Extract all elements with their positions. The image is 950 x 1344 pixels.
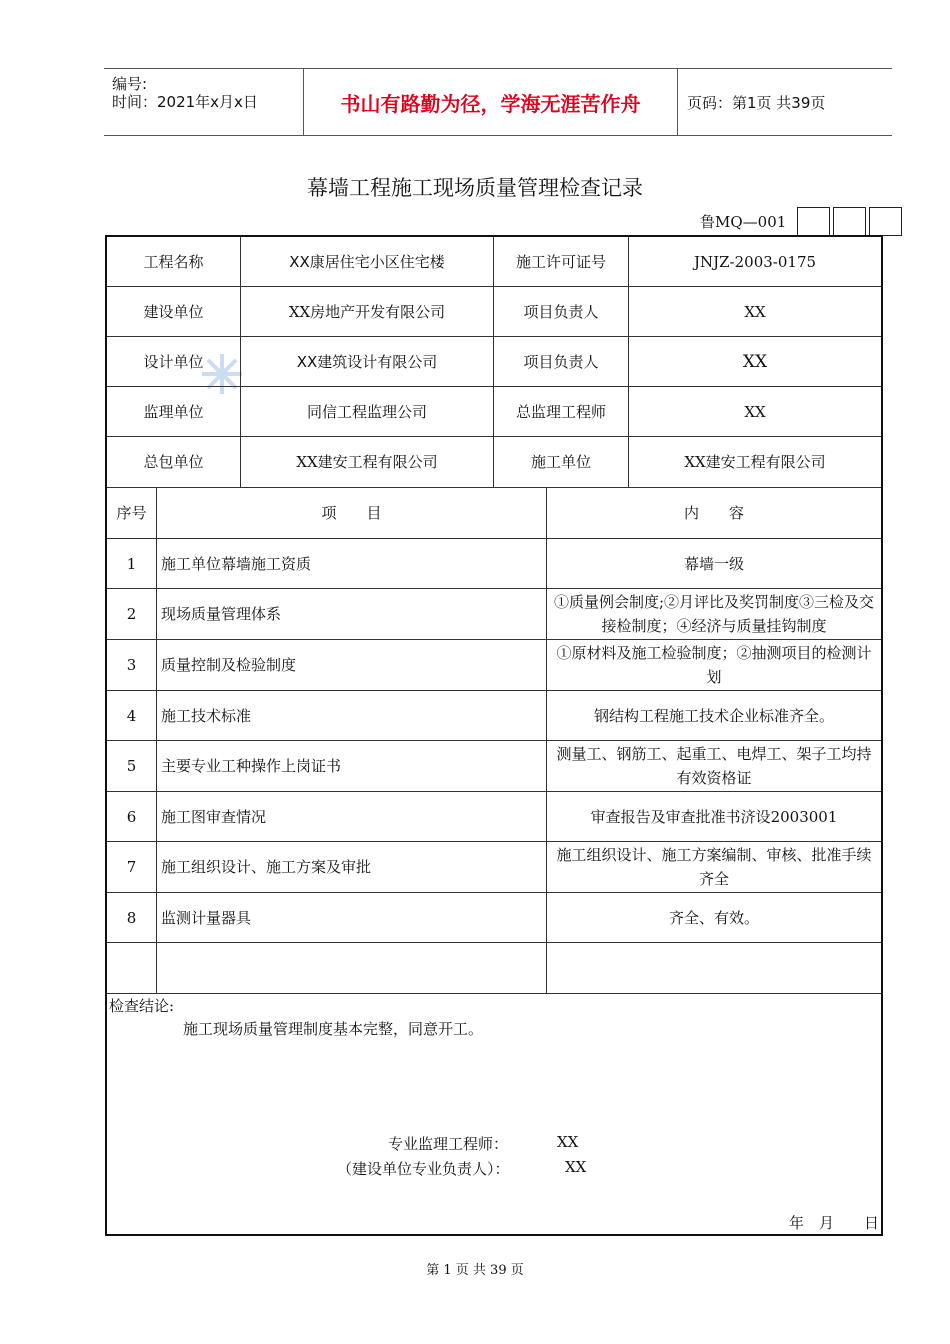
item-content: 测量工、钢筋工、起重工、电焊工、架子工均持有效资格证 — [547, 741, 881, 792]
signer1-value: XX — [557, 1133, 579, 1151]
item-no: 8 — [107, 893, 157, 943]
item-name: 主要专业工种操作上岗证书 — [157, 741, 547, 792]
item-content: ①原材料及施工检验制度；②抽测项目的检测计划 — [547, 640, 881, 691]
code-box[interactable] — [833, 207, 866, 236]
motto: 书山有路勤为径，学海无涯苦作舟 — [340, 91, 641, 116]
info-label: 项目负责人 — [494, 287, 629, 337]
info-value: 同信工程监理公司 — [241, 387, 494, 437]
conclusion-section — [105, 993, 883, 1236]
item-name: 施工组织设计、施工方案及审批 — [157, 842, 547, 893]
item-name: 施工图审查情况 — [157, 792, 547, 842]
item-content: 施工组织设计、施工方案编制、审核、批准手续齐全 — [547, 842, 881, 893]
item-content: ①质量例会制度;②月评比及奖罚制度③三检及交接检制度；④经济与质量挂钩制度 — [547, 589, 881, 640]
info-value: XX — [629, 287, 881, 337]
date-field: 年 月 日 — [788, 1214, 879, 1232]
item-content: 审查报告及审查批准书济设2003001 — [547, 792, 881, 842]
info-value: XX建安工程有限公司 — [241, 437, 494, 488]
item-no: 7 — [107, 842, 157, 893]
number-label: 编号: — [112, 75, 148, 93]
form-code-row — [700, 207, 902, 235]
header-divider — [677, 69, 678, 135]
item-name: 现场质量管理体系 — [157, 589, 547, 640]
page-title: 幕墙工程施工现场质量管理检查记录 — [307, 176, 643, 200]
item-content — [547, 943, 881, 994]
header-meta — [112, 75, 258, 111]
info-label: 工程名称 — [107, 237, 241, 287]
info-label: 建设单位 — [107, 287, 241, 337]
form-code: 鲁MQ—001 — [700, 212, 787, 231]
item-content: 幕墙一级 — [547, 539, 881, 589]
item-no: 6 — [107, 792, 157, 842]
column-header-content: 内 容 — [547, 488, 881, 539]
info-value: XX康居住宅小区住宅楼 — [241, 237, 494, 287]
info-value: JNJZ-2003-0175 — [629, 237, 881, 287]
info-label: 监理单位 — [107, 387, 241, 437]
item-name — [157, 943, 547, 994]
info-label: 总监理工程师 — [494, 387, 629, 437]
column-header-no: 序号 — [107, 488, 157, 539]
info-label: 施工单位 — [494, 437, 629, 488]
code-box[interactable] — [797, 207, 830, 236]
info-value: XX — [629, 387, 881, 437]
info-value: XX房地产开发有限公司 — [241, 287, 494, 337]
signer2-value: XX — [565, 1158, 587, 1176]
signer1-label: 专业监理工程师： — [388, 1135, 509, 1153]
conclusion-text: 施工现场质量管理制度基本完整，同意开工。 — [183, 1020, 484, 1038]
item-name: 施工单位幕墙施工资质 — [157, 539, 547, 589]
item-no — [107, 943, 157, 994]
info-label: 设计单位 — [107, 337, 241, 387]
item-no: 1 — [107, 539, 157, 589]
conclusion-label: 检查结论: — [109, 997, 175, 1015]
info-label: 施工许可证号 — [494, 237, 629, 287]
page-info: 页码：第1页 共39页 — [687, 93, 826, 112]
info-value: XX建安工程有限公司 — [629, 437, 881, 488]
document-header — [104, 68, 892, 136]
item-name: 施工技术标准 — [157, 691, 547, 741]
info-label: 项目负责人 — [494, 337, 629, 387]
item-no: 5 — [107, 741, 157, 792]
page-footer: 第 1 页 共 39 页 — [426, 1263, 524, 1278]
item-no: 2 — [107, 589, 157, 640]
item-no: 4 — [107, 691, 157, 741]
item-name: 质量控制及检验制度 — [157, 640, 547, 691]
time-label: 时间：2021年x月x日 — [112, 93, 258, 111]
item-content: 齐全、有效。 — [547, 893, 881, 943]
item-content: 钢结构工程施工技术企业标准齐全。 — [547, 691, 881, 741]
info-label: 总包单位 — [107, 437, 241, 488]
code-box[interactable] — [869, 207, 902, 236]
item-name: 监测计量器具 — [157, 893, 547, 943]
info-value: XX建筑设计有限公司 — [241, 337, 494, 387]
info-value: XX — [629, 337, 881, 387]
item-no: 3 — [107, 640, 157, 691]
column-header-item: 项 目 — [157, 488, 547, 539]
signer2-label: （建设单位专业负责人）： — [337, 1160, 510, 1178]
